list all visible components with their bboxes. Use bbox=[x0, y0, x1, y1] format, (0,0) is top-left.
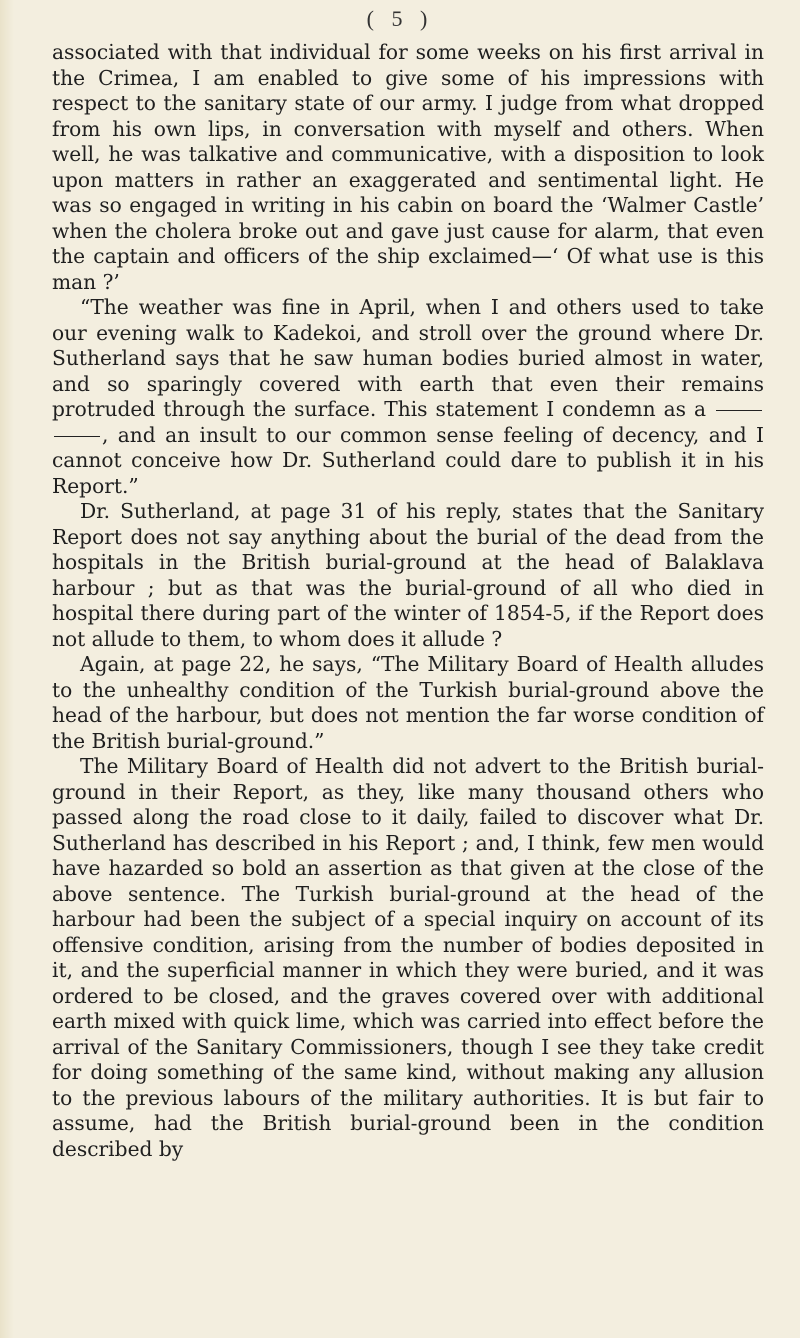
redacted-dash-2 bbox=[54, 436, 100, 437]
paragraph-4 bbox=[52, 652, 764, 754]
paragraph-2-text-start: “The weather was fine in April, when I and others used to take our evening walk to Kadekoi, and stroll over the ground where Dr. Sutherland says that he saw human bodies buried almost in water, and so sparingly covered with earth that even their remains protruded through the surface. This statement I condemn as a bbox=[52, 295, 764, 421]
paragraph-4-text: Again, at page 22, he says, “The Military Board of Health alludes to the unhealthy condition of the Turkish burial-ground above the head of the harbour, but does not mention the far worse condition of the British burial-ground.” bbox=[52, 652, 764, 753]
paragraph-5-text: The Military Board of Health did not advert to the British burial-ground in their Report, as they, like many thousand others who passed along the road close to it daily, failed to discover what Dr. Sutherland has described in his Report ; and, I think, few men would have hazarded so bold an assertion as that given at the close of the above sentence. The Turkish burial-ground at the head of the harbour had been the subject of a special inquiry on account of its offensive condition, arising from the number of bodies deposited in it, and the superficial manner in which they were buried, and it was ordered to be closed, and the graves covered over with additional earth mixed with quick lime, which was carried into effect before the arrival of the Sanitary Commissioners, though I see they take credit for doing something of the same kind, without making any allusion to the previous labours of the military authorities. It is but fair to assume, had the British burial-ground been in the condition described by bbox=[52, 754, 764, 1161]
body-text bbox=[52, 40, 764, 1162]
paragraph-2 bbox=[52, 295, 764, 499]
paragraph-1-text: associated with that individual for some weeks on his first arrival in the Crimea, I am enabled to give some of his impressions with respect to the sanitary state of our army. I judge from what dropped from his own lips, in conversation with myself and others. When well, he was talkative and communicative, with a disposition to look upon matters in rather an exaggerated and sentimental light. He was so engaged in writing in his cabin on board the ‘Walmer Castle’ when the cholera broke out and gave just cause for alarm, that even the captain and officers of the ship exclaimed—‘ Of what use is this man ?’ bbox=[52, 40, 764, 294]
paragraph-1 bbox=[52, 40, 764, 295]
paragraph-2-text-end: , and an insult to our common sense feeling of decency, and I cannot conceive how Dr. Sutherland could dare to publish it in his Report.” bbox=[52, 422, 764, 498]
page-number: ( 5 ) bbox=[366, 6, 434, 31]
page-gutter bbox=[0, 0, 14, 1338]
paragraph-3-text: Dr. Sutherland, at page 31 of his reply, states that the Sanitary Report does not say anything about the burial of the dead from the hospitals in the British burial-ground at the head of Balaklava harbour ; but as that was the burial-ground of all who died in hospital there during part of the winter of 1854-5, if the Report does not allude to them, to whom does it allude ? bbox=[52, 499, 764, 651]
paragraph-3 bbox=[52, 499, 764, 652]
paragraph-5 bbox=[52, 754, 764, 1162]
redacted-dash-1 bbox=[716, 410, 762, 411]
